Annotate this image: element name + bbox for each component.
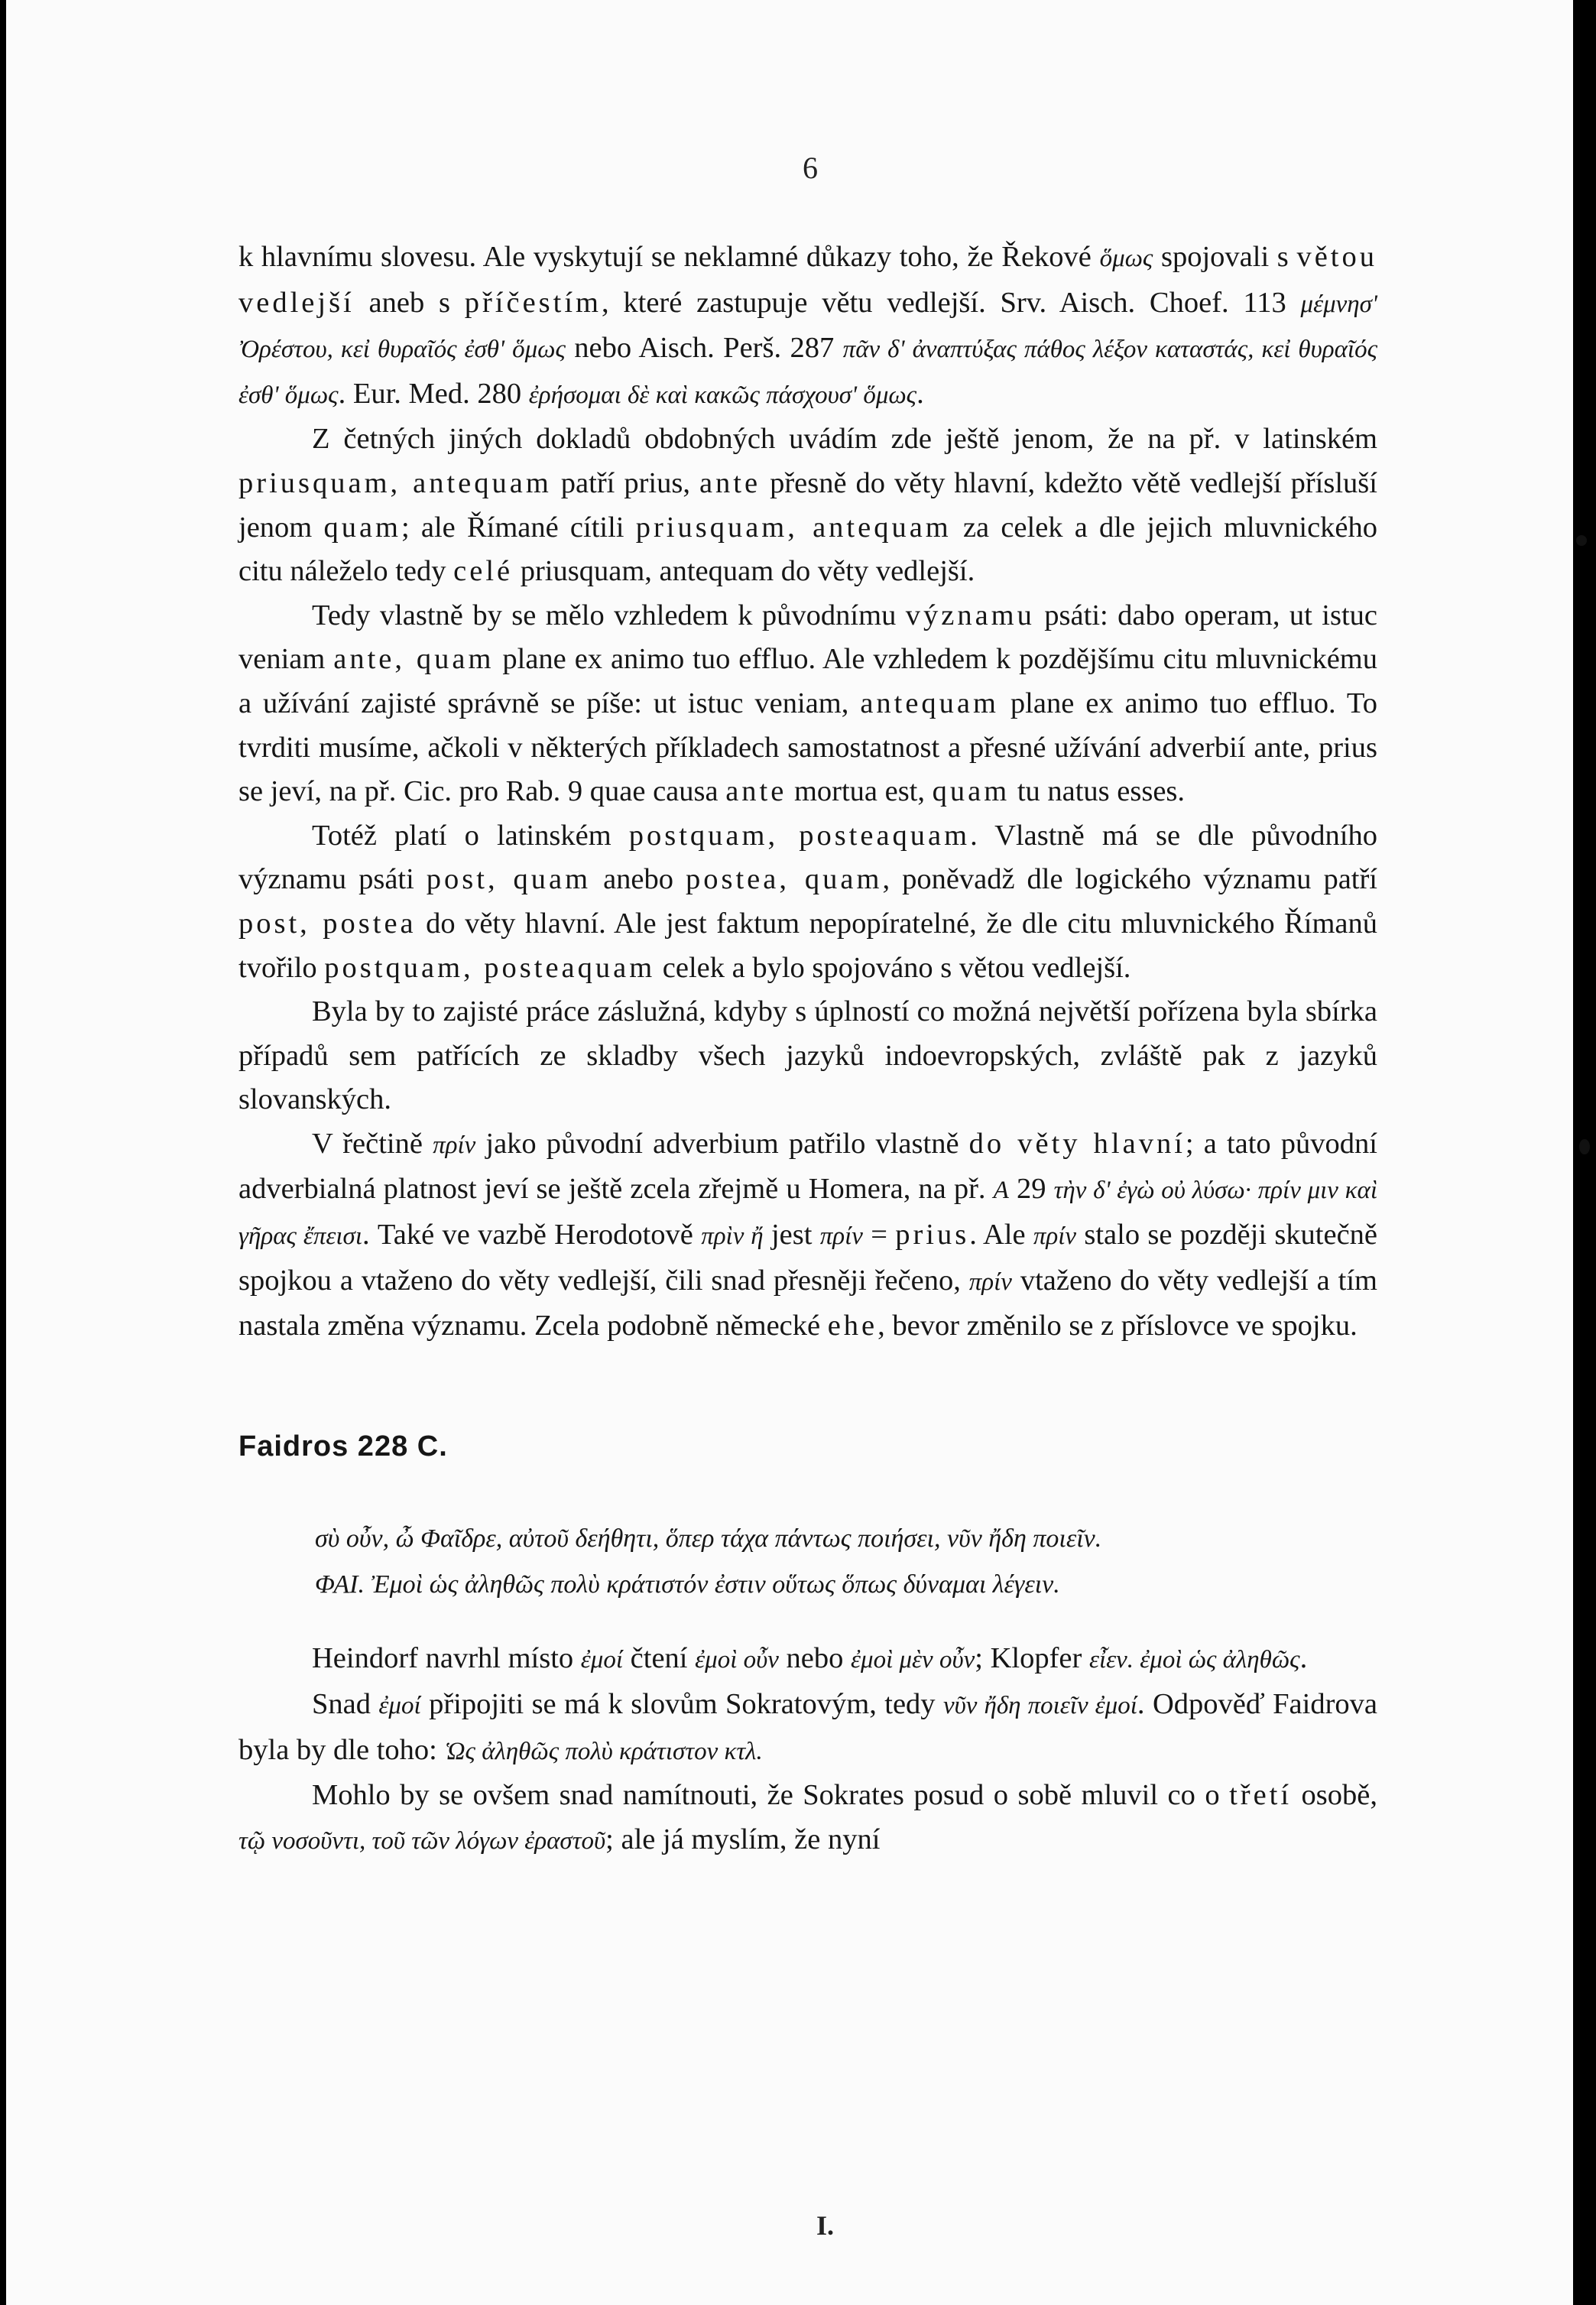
text-run: mortua est, [787, 775, 933, 808]
text-run: patří prius, [551, 466, 699, 499]
text-run: . Odpověď Faidrova byla by dle toho: [238, 1688, 1377, 1766]
text-run: , poněvadž dle logického významu patří [882, 863, 1377, 896]
scan-speck [1579, 1139, 1590, 1154]
greek-text: ἐμοί [580, 1646, 624, 1674]
greek-text: ἐμοί [378, 1692, 421, 1720]
text-run: plane ex animo tuo effluo. Ale vzhledem k pozdějšímu citu mluvnickému a užívání zajisté správně se píše: ut istuc veniam, [238, 643, 1377, 719]
paragraph [238, 594, 1377, 814]
spaced-emphasis: celé [453, 555, 514, 588]
spaced-emphasis: priusquam, antequam [238, 466, 552, 499]
greek-quote-line: ΦΑΙ. Ἐμοὶ ὡς ἀληθῶς πολὺ κράτιστόν ἐστιν οὕτως ὅπως δύναμαι λέγειν. [315, 1570, 1060, 1599]
scan-speck [1576, 535, 1587, 546]
text-run: připojiti se má k slovům Sokratovým, tedy [420, 1688, 943, 1721]
greek-text: εἶεν. ἐμοὶ ὡς ἀληθῶς [1088, 1646, 1300, 1674]
text-run: ; ale já myslím, že nyní [605, 1823, 881, 1855]
spaced-emphasis: do věty hlavní [968, 1127, 1186, 1160]
text-run: V řečtině [312, 1127, 433, 1160]
spaced-emphasis: ante [699, 466, 761, 499]
text-run: ; Klopfer [975, 1642, 1089, 1675]
text-run: priusquam, antequam do věty vedlejší. [513, 555, 975, 588]
spaced-emphasis: třetí [1229, 1779, 1293, 1812]
text-run: Z četných jiných dokladů obdobných uvádím zde ještě jenom, že na př. v latinském [312, 423, 1377, 456]
text-run: 29 [1008, 1173, 1054, 1206]
greek-text: A [993, 1177, 1009, 1205]
greek-text: πρίν [968, 1268, 1012, 1296]
text-run: anebo [591, 863, 686, 896]
text-run: Byla by to zajisté práce záslužná, kdyby s úplností co možná největší pořízena byla sbírka případů sem patřících ze skladby všech jazyků indoevropských, zvláště pak z jazyků slovanských. [238, 995, 1377, 1116]
text-run: Snad [312, 1688, 379, 1721]
text-run: ; ale Římané cítili [401, 511, 636, 544]
section-heading: Faidros 228 C. [238, 1430, 448, 1463]
paragraph [238, 1122, 1377, 1349]
greek-text: ὅμως [1099, 245, 1153, 272]
paragraph [238, 1774, 1377, 1863]
text-run: jako původní adverbium patřilo vlastně [475, 1127, 969, 1160]
text-run: čtení [623, 1642, 696, 1675]
greek-text: τὴν δ' ἐγὼ οὐ λύσω· πρίν μιν καὶ γῆρας ἔπεισι [238, 1177, 1378, 1251]
page-number: 6 [803, 151, 818, 185]
text-run: jest [763, 1219, 820, 1252]
text-run: = [862, 1219, 896, 1252]
text-run: celek a bylo spojováno s větou vedlejší. [655, 951, 1131, 984]
text-run: psáti: dabo operam, ut istuc veniam [238, 599, 1377, 676]
greek-text: πρίν [1033, 1222, 1077, 1251]
paragraph [238, 1637, 1377, 1683]
spaced-emphasis: postquam, posteaquam [324, 951, 656, 984]
spaced-emphasis: ehe [827, 1310, 878, 1342]
text-run: stalo se později skutečně spojkou a vtaženo do věty vedlejší, čili snad přesněji řečeno, [238, 1219, 1378, 1297]
text-run: osobě, [1292, 1779, 1377, 1812]
spaced-emphasis: quam [323, 511, 401, 544]
paragraph [238, 1683, 1377, 1774]
text-run: vtaženo do věty vedlejší a tím nastala změna významu. Zcela podobně německé [238, 1264, 1378, 1342]
text-run: , které zastupuje větu vedlejší. Srv. Aisch. Choef. 113 [602, 286, 1301, 319]
greek-text: πρίν [819, 1222, 863, 1251]
text-run: Mohlo by se ovšem snad namítnouti, že Sokrates posud o sobě mluvil co o [312, 1779, 1230, 1812]
body-text [238, 235, 1377, 1863]
spaced-emphasis: postea, quam [685, 863, 883, 896]
spaced-emphasis: významu [905, 599, 1035, 631]
greek-text: πρίν [433, 1131, 476, 1159]
spaced-emphasis: post, postea [238, 907, 417, 940]
text-run: nebo Aisch. Perš. 287 [565, 332, 843, 365]
text-run: . Vlastně má se dle původního významu psáti [238, 819, 1377, 896]
spaced-emphasis: prius [895, 1219, 970, 1252]
spaced-emphasis: příčestím [464, 286, 602, 319]
text-run: . Ale [969, 1219, 1033, 1252]
text-run: za celek a dle jejich mluvnického citu náleželo tedy [238, 511, 1378, 588]
text-run: nebo [778, 1642, 851, 1675]
text-run: do věty hlavní. Ale jest faktum nepopíratelné, že dle citu mluvnického Římanů tvořilo [238, 907, 1377, 984]
text-run: . [1299, 1642, 1308, 1675]
text-run: Tedy vlastně by se mělo vzhledem k původnímu [312, 599, 906, 631]
greek-quote-line: σὺ οὖν, ὦ Φαῖδρε, αὐτοῦ δεήθητι, ὅπερ τάχα πάντως ποιήσει, νῦν ἤδη ποιεῖν. [315, 1524, 1102, 1553]
spaced-emphasis: postquam, posteaquam [628, 819, 971, 852]
text-run: plane ex animo tuo effluo. To tvrditi musíme, ačkoli v některých příkladech samostatnost a přesné užívání adverbií ante, prius se jeví, na př. Cic. pro Rab. 9 quae causa [238, 687, 1377, 808]
spaced-emphasis: ante [725, 775, 787, 808]
text-run: . [916, 377, 924, 410]
spaced-emphasis: antequam [860, 687, 999, 719]
greek-text: πᾶν δ' ἀναπτύξας πάθος λέξον καταστάς, κεἰ θυραῖός ἐσθ' ὅμως [238, 336, 1377, 409]
text-run: spojovali s [1153, 241, 1297, 273]
text-run: . Eur. Med. 280 [338, 377, 529, 410]
greek-text: ἐρήσομαι δὲ καὶ κακῶς πάσχουσ' ὅμως [528, 381, 917, 409]
spaced-emphasis: quam [932, 775, 1010, 808]
greek-text: τῷ νοσοῦντι, τοῦ τῶν λόγων ἐραστοῦ [238, 1826, 606, 1855]
text-run: , bevor změnilo se z příslovce ve spojku. [877, 1310, 1358, 1342]
paragraph [238, 814, 1377, 990]
spaced-emphasis: ante, quam [333, 643, 495, 676]
spaced-emphasis: větou vedlejší [238, 241, 1377, 319]
paragraph [238, 417, 1377, 593]
text-run: . Také ve vazbě Herodotově [362, 1219, 702, 1252]
text-run: ; a tato původní adverbialná platnost jeví se ještě zcela zřejmě u Homera, na př. [238, 1127, 1377, 1206]
signature-mark: I. [816, 2210, 835, 2241]
greek-text: ἐμοὶ οὖν [695, 1646, 779, 1674]
text-run: Heindorf navrhl místo [312, 1642, 581, 1675]
text-run: přesně do věty hlavní, kdežto větě vedlejší přísluší jenom [238, 466, 1377, 544]
text-run: Totéž platí o latinském [312, 819, 629, 852]
greek-text: Ὡς ἀληθῶς πολὺ κράτιστον κτλ. [444, 1737, 763, 1765]
text-run: tu natus esses. [1010, 775, 1186, 808]
spaced-emphasis: priusquam, antequam [635, 511, 952, 544]
greek-text: ἐμοὶ μὲν οὖν [851, 1646, 975, 1674]
greek-text: νῦν ἤδη ποιεῖν ἐμοί [942, 1692, 1137, 1720]
greek-text: πρὶν ἤ [701, 1222, 764, 1251]
greek-text: μέμνησ' Ὀρέστου, κεἰ θυραῖός ἐσθ' ὅμως [238, 290, 1377, 364]
spaced-emphasis: post, quam [426, 863, 592, 896]
spacer [238, 1608, 1377, 1637]
paragraph [238, 990, 1377, 1122]
text-run: k hlavnímu slovesu. Ale vyskytují se neklamné důkazy toho, že Řekové [238, 241, 1100, 273]
paragraph [238, 235, 1377, 417]
text-run: aneb s [354, 286, 465, 319]
